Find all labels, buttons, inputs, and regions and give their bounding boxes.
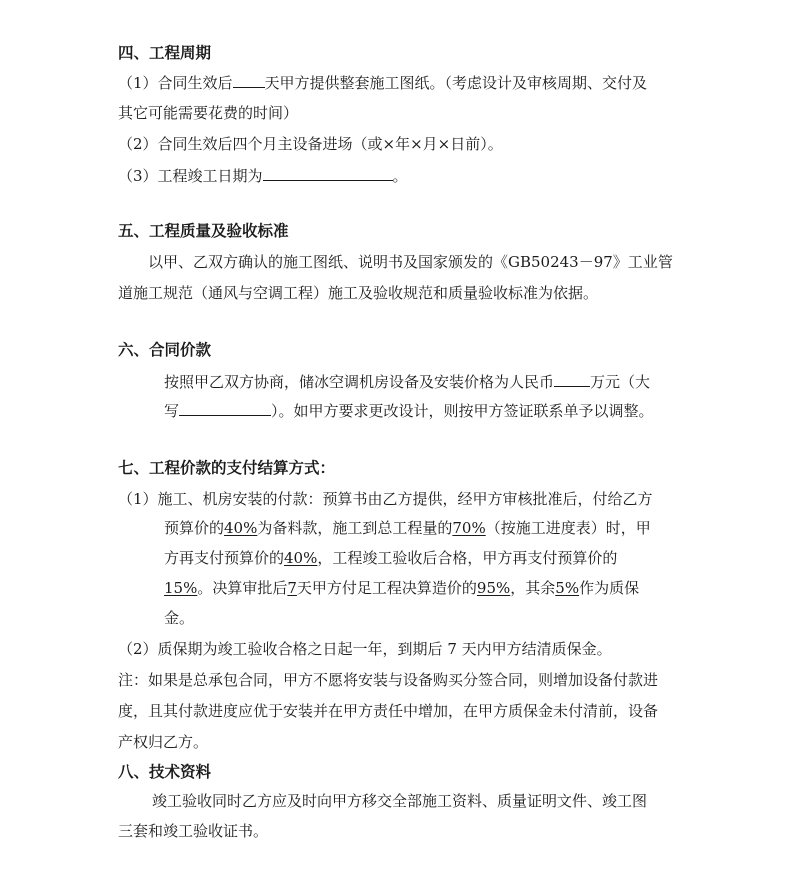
section-5-heading: 五、工程质量及验收标准 (118, 221, 289, 240)
section-8-line-2: 三套和竣工验收证书。 (118, 822, 269, 840)
blank-completion-date (263, 165, 393, 181)
text: 预算价的 (164, 519, 225, 537)
note-line-1: 注：如果是总承包合同，甲方不愿将安装与设备购买分签合同，则增加设备付款进 (118, 671, 659, 689)
section-7-heading: 七、工程价款的支付结算方式： (118, 458, 336, 477)
text: 按照甲乙双方协商，储冰空调机房设备及安装价格为人民币 (164, 373, 555, 391)
text: 作为质保 (579, 579, 640, 597)
section-7-line-4 (164, 578, 639, 598)
text: （按施工进度表）时，甲 (485, 519, 651, 537)
days-7: 7 (287, 579, 297, 597)
percent-95: 95% (476, 579, 511, 597)
text: （3）工程竣工日期为 (118, 167, 263, 185)
text: （1）合同生效后 (118, 74, 233, 92)
section-6-line-2 (164, 400, 654, 421)
section-5-line-1: 以甲、乙双方确认的施工图纸、说明书及国家颁发的《GB50243－97》工业管 (148, 253, 673, 271)
blank-amount (554, 371, 590, 387)
section-7-line-2 (164, 518, 651, 538)
section-8-line-1: 竣工验收同时乙方应及时向甲方移交全部施工资料、质量证明文件、竣工图 (152, 792, 648, 810)
percent-40: 40% (224, 519, 258, 537)
section-6-heading: 六、合同价款 (118, 340, 212, 359)
text: 万元（大 (590, 373, 651, 391)
section-7-line-3 (164, 548, 617, 568)
section-4-line-2: 其它可能需要花费的时间） (118, 104, 299, 122)
note-line-2: 度，且其付款进度应优于安装并在甲方责任中增加，在甲方质保金未付清前，设备 (118, 702, 659, 720)
section-7-line-6: （2）质保期为竣工验收合格之日起一年，到期后 7 天内甲方结清质保金。 (118, 640, 612, 658)
section-4-line-3: （2）合同生效后四个月主设备进场（或×年×月×日前）。 (118, 135, 503, 153)
percent-70: 70% (452, 519, 486, 537)
text: 。 (392, 167, 408, 185)
text: 天甲方付足工程决算造价的 (296, 579, 477, 597)
section-4-line-4 (118, 165, 408, 186)
blank-amount-words (179, 400, 271, 416)
section-4-line-1 (118, 72, 647, 93)
text: ，其余 (510, 579, 556, 597)
section-7-line-1: （1）施工、机房安装的付款：预算书由乙方提供，经甲方审核批准后，付给乙方 (118, 490, 653, 508)
section-7-line-5: 金。 (164, 609, 195, 627)
blank-days (233, 72, 265, 88)
section-5-line-2: 道施工规范（通风与空调工程）施工及验收规范和质量验收标准为依据。 (118, 284, 599, 302)
note-line-3: 产权归乙方。 (118, 733, 209, 751)
percent-5: 5% (555, 579, 580, 597)
text: 为备料款，施工到总工程量的 (257, 519, 453, 537)
section-4-heading: 四、工程周期 (118, 43, 212, 62)
percent-15: 15% (164, 579, 198, 597)
text: ）。如甲方要求更改设计，则按甲方签证联系单予以调整。 (271, 402, 654, 420)
text: 方再支付预算价的 (164, 549, 285, 567)
text: ，工程竣工验收后合格，甲方再支付预算价的 (317, 549, 618, 567)
section-6-line-1 (164, 371, 650, 392)
text: 天甲方提供整套施工图纸。（考虑设计及审核周期、交付及 (264, 74, 648, 92)
text: 写 (164, 402, 180, 420)
percent-40-second: 40% (284, 549, 318, 567)
section-8-heading: 八、技术资料 (118, 762, 212, 781)
text: 。决算审批后 (197, 579, 288, 597)
